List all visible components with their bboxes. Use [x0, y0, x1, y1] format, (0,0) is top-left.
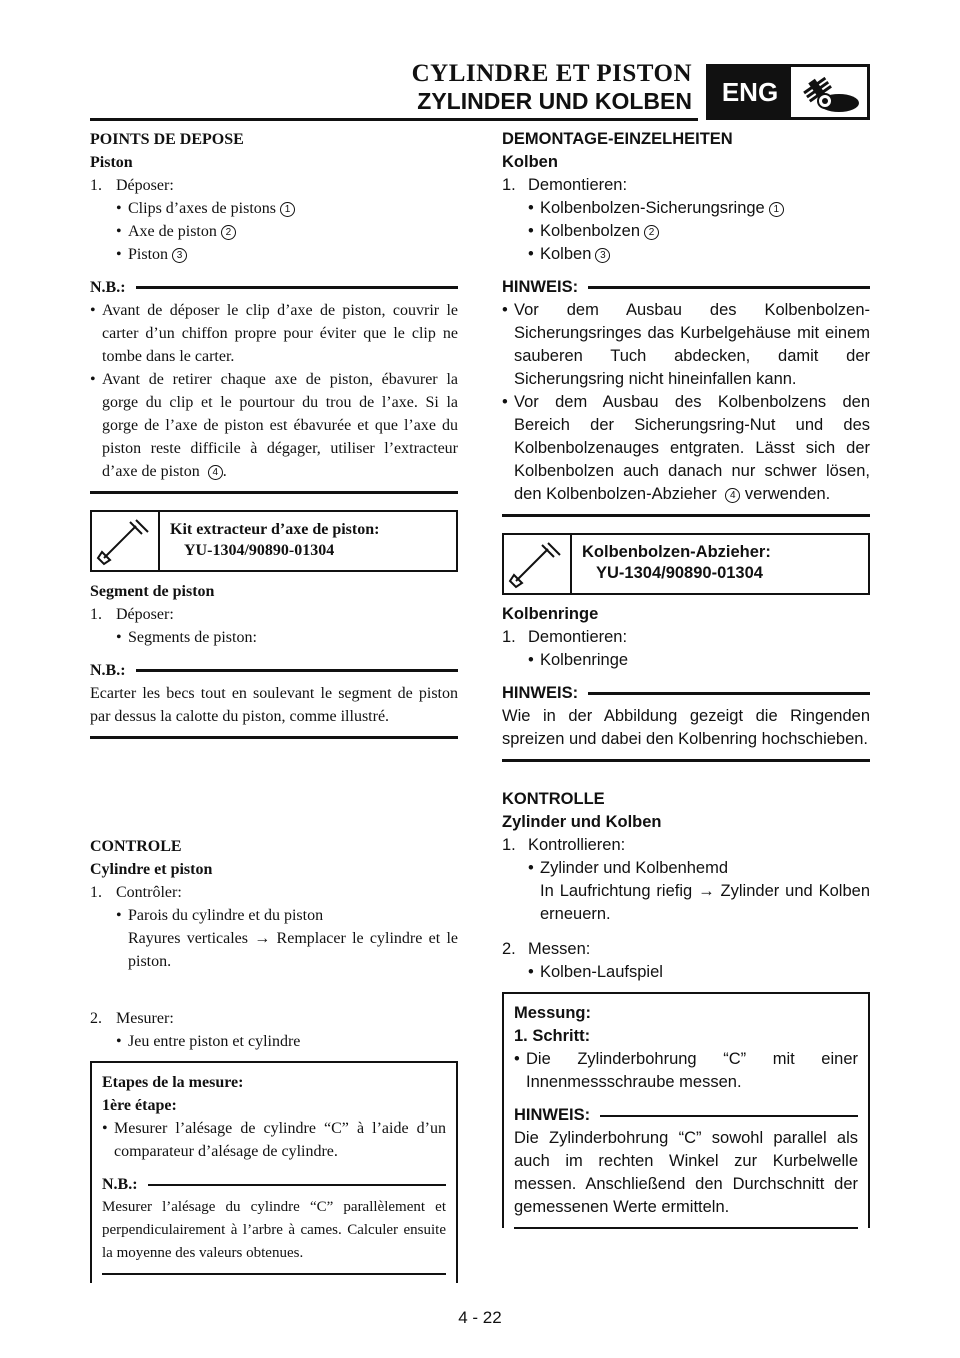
- check-title: KONTROLLE: [502, 790, 605, 808]
- tool-code: YU-1304/90890-01304: [596, 564, 763, 582]
- measurement-box: [502, 992, 870, 1228]
- step-2: 2. Mesurer:: [90, 1010, 174, 1027]
- callout-ref: 4: [208, 465, 223, 480]
- step-1: 1. Déposer:: [90, 606, 174, 623]
- note-text: Wie in der Abbildung gezeigt die Ringenden spreizen und dabei den Kolbenring hochschieben.: [502, 707, 870, 748]
- measurement-box: [90, 1061, 458, 1283]
- callout-ref: 1: [280, 202, 295, 217]
- list-item: • Kolbenbolzen-Sicherungsringe 1: [502, 197, 870, 220]
- step-1: 1. Demontieren:: [502, 628, 628, 646]
- note-header: HINWEIS:: [514, 1104, 858, 1127]
- note-end-rule: [502, 514, 870, 517]
- list-item: • Kolbenringe: [528, 651, 629, 669]
- step-1: 1. Déposer:: [90, 177, 174, 194]
- removal-title: POINTS DE DEPOSE: [90, 131, 244, 148]
- engine-piston-icon: [791, 67, 867, 117]
- list-item: • Zylinder und Kolbenhemd: [528, 859, 729, 877]
- measure-item: • Mesurer l’alésage de cylindre “C” à l’aide d’un comparateur d’alésage de cylindre.: [102, 1120, 446, 1160]
- special-tool-box: [90, 510, 458, 572]
- callout-ref: 3: [172, 248, 187, 263]
- callout-ref: 4: [725, 488, 740, 503]
- check-subtitle: Cylindre et piston: [90, 861, 213, 878]
- step-1: 1. Contrôler:: [90, 884, 182, 901]
- list-item: • Kolben-Laufspiel: [528, 963, 663, 981]
- header-rule: [90, 118, 698, 121]
- check-title: CONTROLE: [90, 838, 182, 855]
- list-item: • Kolbenbolzen 2: [502, 220, 870, 243]
- callout-ref: 3: [595, 248, 610, 263]
- measure-title: Messung:: [514, 1004, 592, 1022]
- wrench-icon: [92, 512, 160, 570]
- note-text: Mesurer l’alésage du cylindre “C” parallèlement et perpendiculairement à l’arbre à cames. Calculer ensuite la moyenne des valeurs obtenues.: [102, 1199, 446, 1261]
- eng-label: ENG: [709, 67, 791, 117]
- section-badge: [706, 64, 870, 120]
- list-item: • Parois du cylindre et du piston: [116, 907, 324, 924]
- note-item: • Vor dem Ausbau des Kolbenbolzen-Sicherungsringes das Kurbelgehäuse mit einem sauberen Tuch abdecken, damit der Sicherungsring nicht hineinfallen kann.: [502, 301, 870, 388]
- check-detail: Rayures verticales → Remplacer le cylindre et le piston.: [128, 930, 458, 970]
- check-detail: In Laufrichtung riefig → Zylinder und Kolben erneuern.: [540, 882, 870, 923]
- note-text: Ecarter les becs tout en soulevant le segment de piston par dessus la calotte du piston, comme illustré.: [90, 685, 458, 725]
- left-column-fr: [90, 128, 458, 1283]
- note-item: • Avant de retirer chaque axe de piston, ébavurer la gorge du clip et le pourtour du trou de l’axe. Si la gorge de l’axe de piston est ébavurée et que l’axe du piston reste difficile à dégager, utiliser l’extracteur d’axe de piston 4 .: [90, 371, 458, 480]
- note-item: • Vor dem Ausbau des Kolbenbolzens den Bereich der Sicherungsring-Nut und des Kolbenbolzenauges entgraten. Lässt sich der Kolbenbolzen auch danach nur schwer lösen, den Kolbenbolzen-Abzieher 4 verwenden.: [502, 393, 870, 503]
- page-title-fr: CYLINDRE ET PISTON: [411, 60, 692, 87]
- callout-ref: 2: [221, 225, 236, 240]
- note-header: N.B.:: [90, 276, 458, 299]
- tool-name: Kit extracteur d’axe de piston:: [170, 521, 380, 538]
- list-item: • Kolben 3: [502, 243, 870, 266]
- list-item: • Piston 3: [90, 243, 458, 266]
- measure-title: Etapes de la mesure:: [102, 1074, 244, 1091]
- step-1: 1. Kontrollieren:: [502, 836, 626, 854]
- list-item: • Jeu entre piston et cylindre: [116, 1033, 301, 1050]
- page-number: 4 - 22: [458, 1308, 502, 1327]
- page-title-de: ZYLINDER UND KOLBEN: [417, 88, 692, 114]
- note-text: Die Zylinderbohrung “C” sowohl parallel als auch im rechten Winkel zur Kurbelwelle messen. Anschließend den Durchschnitt der gemessenen Werte ermitteln.: [514, 1129, 858, 1216]
- list-item: • Segments de piston:: [116, 629, 257, 646]
- tool-name: Kolbenbolzen-Abzieher:: [582, 543, 771, 561]
- note-header: N.B.:: [90, 659, 458, 682]
- wrench-icon: [504, 535, 572, 593]
- ring-subtitle: Segment de piston: [90, 583, 215, 600]
- piston-subtitle: Kolben: [502, 153, 558, 171]
- step-2: 2. Messen:: [502, 940, 591, 958]
- list-item: • Clips d’axes de pistons 1: [90, 197, 458, 220]
- measure-step: 1. Schritt:: [514, 1027, 591, 1045]
- removal-title: DEMONTAGE-EINZELHEITEN: [502, 130, 733, 148]
- measure-step: 1ère étape:: [102, 1097, 177, 1114]
- ring-subtitle: Kolbenringe: [502, 605, 599, 623]
- check-subtitle: Zylinder und Kolben: [502, 813, 662, 831]
- list-item: • Axe de piston 2: [90, 220, 458, 243]
- note-header: N.B.:: [102, 1173, 446, 1196]
- note-end-rule: [90, 491, 458, 494]
- measure-item: • Die Zylinderbohrung “C” mit einer Innenmessschraube messen.: [514, 1050, 858, 1091]
- tool-code: YU-1304/90890-01304: [184, 542, 335, 559]
- right-column-de: [502, 128, 870, 1228]
- note-header: HINWEIS:: [502, 682, 870, 705]
- step-1: 1. Demontieren:: [502, 176, 628, 194]
- note-header: HINWEIS:: [502, 276, 870, 299]
- piston-subtitle: Piston: [90, 154, 133, 171]
- callout-ref: 1: [769, 202, 784, 217]
- callout-ref: 2: [644, 225, 659, 240]
- note-item: • Avant de déposer le clip d’axe de piston, couvrir le carter d’un chiffon propre pour éviter que le clip ne tombe dans le carter.: [90, 302, 458, 365]
- special-tool-box: [502, 533, 870, 595]
